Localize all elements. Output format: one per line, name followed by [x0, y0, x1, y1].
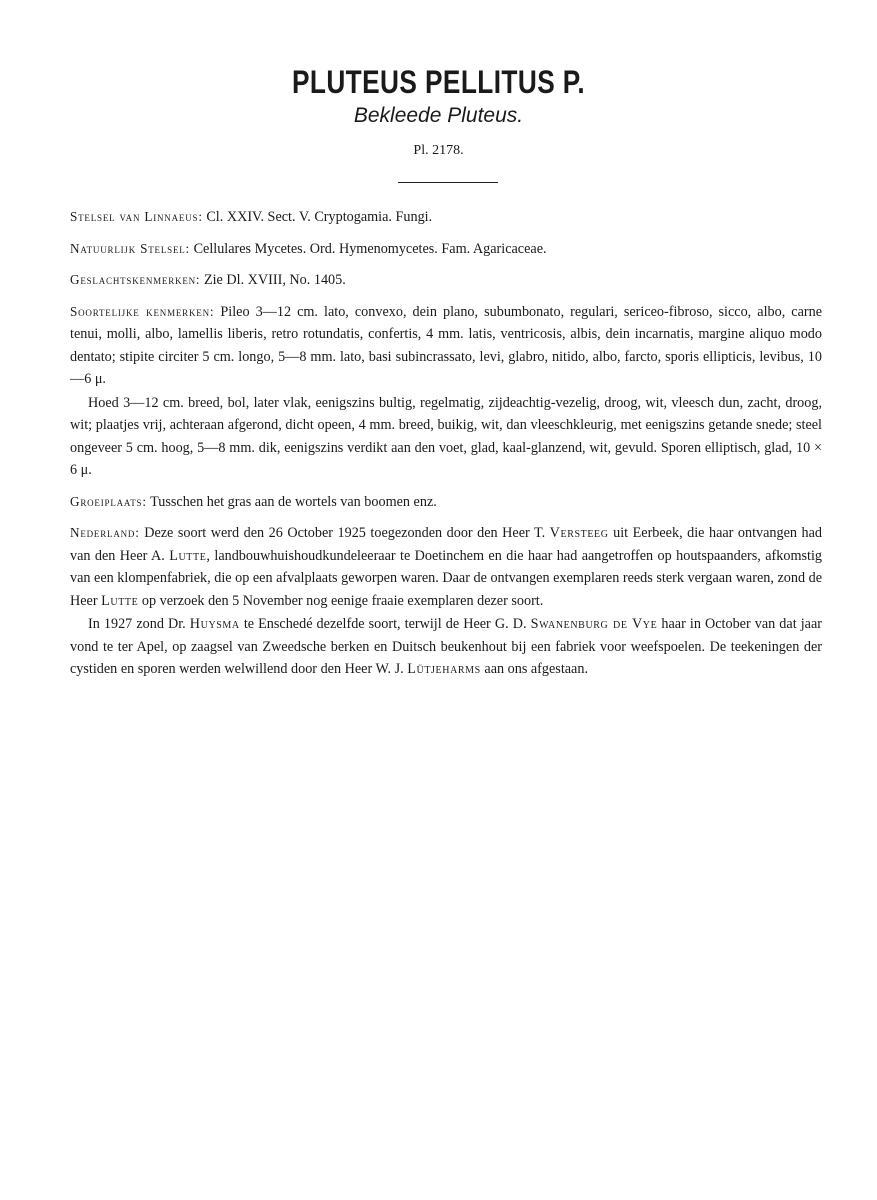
plate-number: Pl. 2178.	[413, 143, 464, 158]
netherlands-text-b: uit Eerbeek, die haar ontvangen had van den Heer A.	[70, 525, 823, 564]
records-1927-paragraph	[70, 613, 822, 681]
person-lutjeharms: Lütjeharms	[407, 661, 481, 677]
species-dutch-paragraph: Hoed 3—12 cm. breed, bol, later vlak, eenigszins bultig, regelmatig, zijdeachtig-vezelig, droog, wit, vleesch dun, zacht, droog, wit; plaatjes vrij, achteraan afgerond, dicht opeen, 4 mm. breed, buikig, wit, dan vleeschkleurig, met eenigszins getande snede; steel ongeveer 5 cm. hoog, 5—8 mm. dik, eenigszins verdikt aan den voet, glad, kaal-glanzend, wit, gevuld. Sporen elliptisch, glad, 10 × 6 μ.	[70, 394, 822, 478]
divider-rule	[398, 182, 498, 183]
species-title: PLUTEUS PELLITUS P.	[291, 64, 586, 100]
netherlands-paragraph	[70, 522, 822, 612]
person-swanenburg: Swanenburg de Vye	[530, 616, 658, 632]
records-text-b: te Enschedé dezelfde soort, terwijl de Heer G. D.	[239, 616, 531, 632]
natural-system-paragraph	[70, 238, 822, 261]
person-lutte: Lutte	[169, 547, 207, 564]
species-latin-paragraph	[70, 301, 822, 391]
netherlands-label: Nederland:	[70, 525, 140, 540]
records-text-c: haar in October van dat jaar vond te ter Apel, op zaagsel van Zweedsche berken en Duitsch beukenhout bij een fabriek voor weefspoelen. De teekeningen der cystiden en sporen werden welwillend door den Heer W. J.	[70, 616, 822, 677]
netherlands-text-d: op verzoek den 5 November nog eenige fraaie exemplaren dezer soort.	[138, 592, 544, 609]
netherlands-text-a: Deze soort werd den 26 October 1925 toegezonden door den Heer T.	[139, 525, 550, 541]
genus-paragraph	[70, 269, 822, 292]
habitat-paragraph	[70, 491, 822, 514]
records-text-a: In 1927 zond Dr.	[88, 616, 190, 632]
netherlands-text-c: , landbouwhuishoudkundeleeraar te Doetinchem en die haar had aangetroffen op houtspaanders, afkomstig van een klompenfabriek, die op een afvalplaats geworpen waren. Daar de ontvangen exemplaren reeds sterk vergaan waren, zond de Heer	[70, 547, 822, 609]
linnaeus-text: Cl. XXIV. Sect. V. Cryptogamia. Fungi.	[202, 209, 433, 225]
person-versteeg: Versteeg	[549, 525, 609, 541]
genus-text: Zie Dl. XVIII, No. 1405.	[200, 272, 346, 288]
linnaeus-label: Stelsel van Linnaeus:	[70, 209, 203, 224]
linnaeus-paragraph	[70, 206, 822, 229]
description-body	[70, 206, 822, 681]
natural-system-label: Natuurlijk Stelsel:	[70, 240, 191, 256]
species-latin-text: Pileo 3—12 cm. lato, convexo, dein plano, subumbonato, regulari, sericeo-fibroso, sicco, albo, carne tenui, molli, albo, lamellis liberis, retro rotundatis, confertis, 4 mm. latis, ventricosis, albis, dein incarnatis, margine aliquo modo dentato; stipite circiter 5 cm. longo, 5—8 mm. lato, basi subincrassato, levi, glabro, nitido, albo, farcto, sporis ellipticis, levibus, 10—6 μ.	[70, 303, 822, 387]
genus-label: Geslachtskenmerken:	[70, 272, 201, 287]
common-name: Bekleede Pluteus.	[353, 104, 524, 127]
natural-system-text: Cellulares Mycetes. Ord. Hymenomycetes. Fam. Agaricaceae.	[190, 240, 547, 257]
person-lutte-2: Lutte	[101, 592, 139, 609]
habitat-text: Tusschen het gras aan de wortels van boomen enz.	[146, 493, 437, 510]
records-text-d: aan ons afgestaan.	[480, 661, 588, 677]
person-huysma: Huysma	[189, 616, 240, 632]
species-label: Soortelijke kenmerken:	[70, 303, 215, 319]
habitat-label: Groeiplaats:	[70, 493, 147, 509]
